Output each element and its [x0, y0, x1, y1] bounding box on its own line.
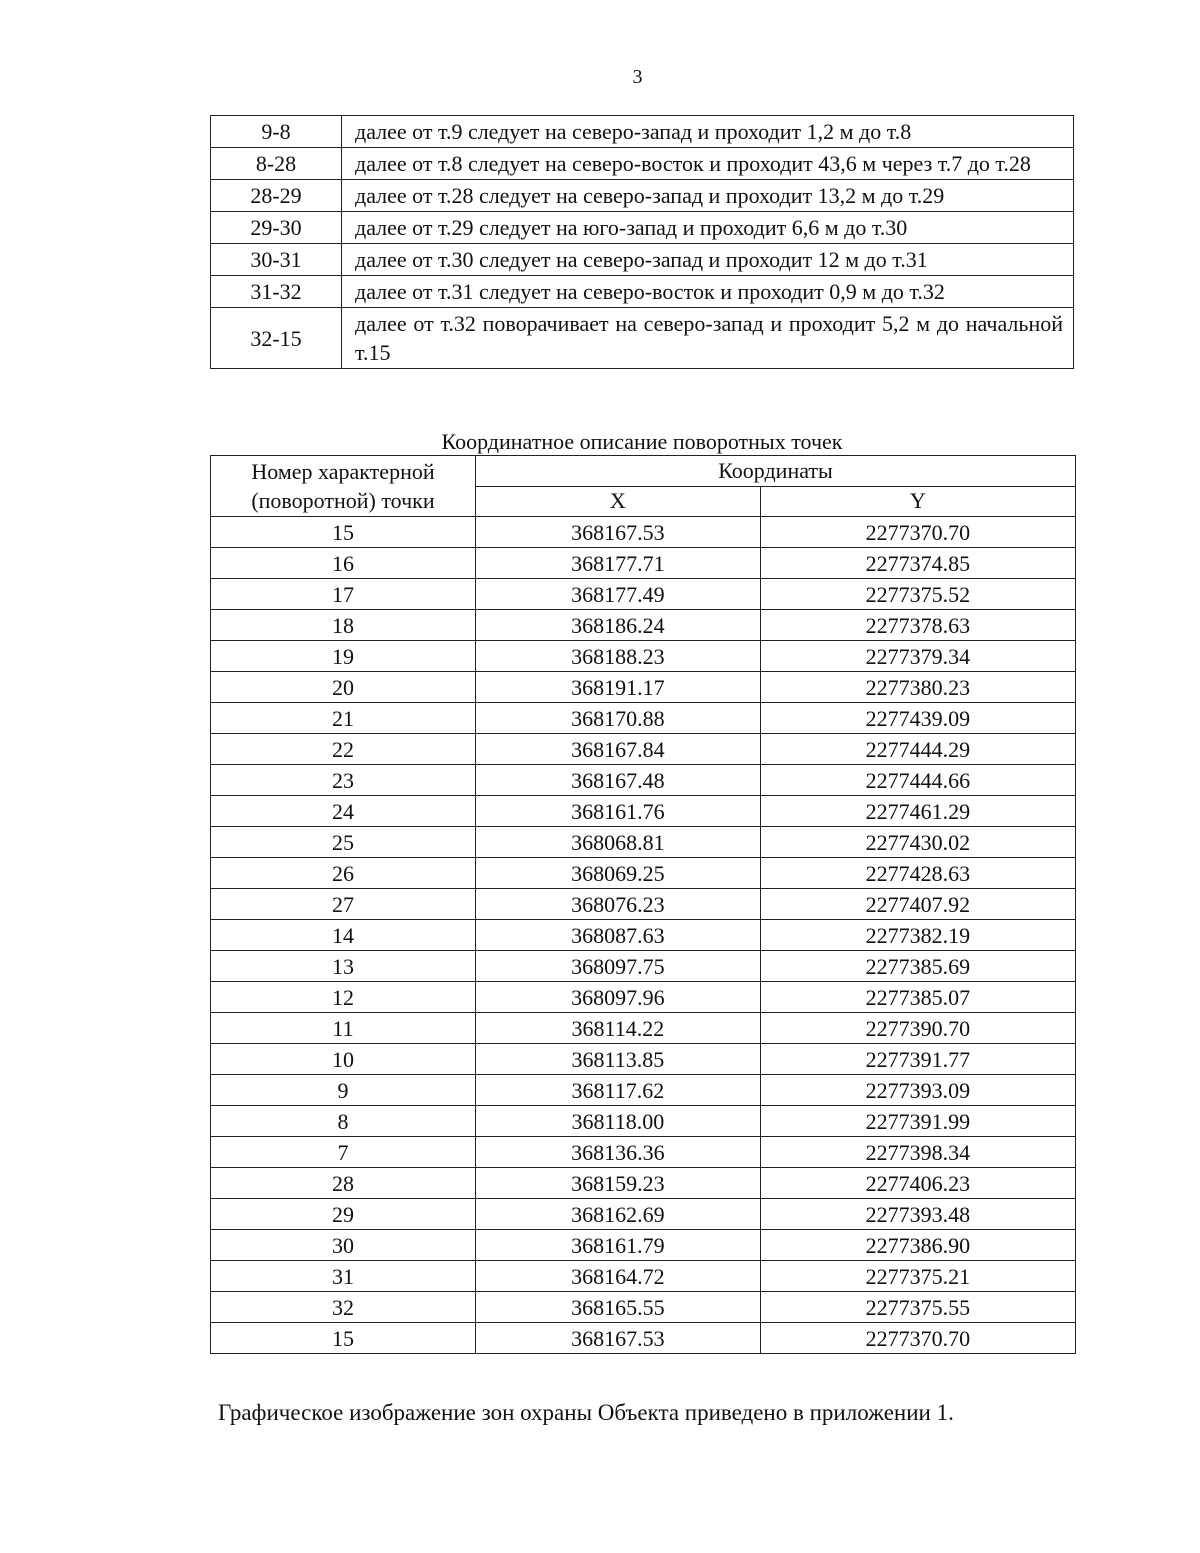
x-coordinate-cell: 368165.55 — [476, 1292, 761, 1323]
y-coordinate-cell: 2277406.23 — [760, 1168, 1075, 1199]
table-row — [211, 796, 1076, 827]
y-coordinate-cell: 2277430.02 — [760, 827, 1075, 858]
segment-id: 30-31 — [211, 244, 342, 276]
table-row — [211, 610, 1076, 641]
point-number-cell: 20 — [211, 672, 476, 703]
table-row — [211, 765, 1076, 796]
table-row — [211, 1106, 1076, 1137]
x-coordinate-cell: 368167.53 — [476, 517, 761, 548]
x-coordinate-cell: 368068.81 — [476, 827, 761, 858]
x-coordinate-cell: 368167.84 — [476, 734, 761, 765]
x-coordinate-cell: 368170.88 — [476, 703, 761, 734]
x-coordinate-cell: 368087.63 — [476, 920, 761, 951]
segment-id: 31-32 — [211, 276, 342, 308]
segment-description: далее от т.31 следует на северо-восток и проходит 0,9 м до т.32 — [342, 276, 1074, 308]
segment-id: 9-8 — [211, 116, 342, 148]
point-number-cell: 19 — [211, 641, 476, 672]
table-row — [211, 889, 1076, 920]
point-number-header: Номер характерной (поворотной) точки — [211, 456, 476, 517]
table-row — [211, 579, 1076, 610]
segment-description-table — [210, 115, 1074, 369]
table-row — [211, 982, 1076, 1013]
y-header: Y — [760, 486, 1075, 517]
y-coordinate-cell: 2277385.69 — [760, 951, 1075, 982]
x-coordinate-cell: 368167.48 — [476, 765, 761, 796]
y-coordinate-cell: 2277370.70 — [760, 517, 1075, 548]
point-number-cell: 21 — [211, 703, 476, 734]
point-number-cell: 31 — [211, 1261, 476, 1292]
table-row — [211, 1323, 1076, 1354]
y-coordinate-cell: 2277461.29 — [760, 796, 1075, 827]
y-coordinate-cell: 2277378.63 — [760, 610, 1075, 641]
y-coordinate-cell: 2277375.55 — [760, 1292, 1075, 1323]
y-coordinate-cell: 2277380.23 — [760, 672, 1075, 703]
segment-row — [211, 244, 1074, 276]
segment-row — [211, 180, 1074, 212]
table-row — [211, 920, 1076, 951]
table-row — [211, 1137, 1076, 1168]
segment-row — [211, 116, 1074, 148]
segment-row — [211, 276, 1074, 308]
point-number-cell: 22 — [211, 734, 476, 765]
x-coordinate-cell: 368113.85 — [476, 1044, 761, 1075]
table-row — [211, 703, 1076, 734]
y-coordinate-cell: 2277407.92 — [760, 889, 1075, 920]
point-number-cell: 30 — [211, 1230, 476, 1261]
x-coordinate-cell: 368159.23 — [476, 1168, 761, 1199]
point-number-cell: 8 — [211, 1106, 476, 1137]
point-number-cell: 28 — [211, 1168, 476, 1199]
coordinates-table-title: Координатное описание поворотных точек — [441, 429, 843, 454]
point-number-cell: 24 — [211, 796, 476, 827]
point-number-cell: 29 — [211, 1199, 476, 1230]
point-number-cell: 27 — [211, 889, 476, 920]
x-coordinate-cell: 368186.24 — [476, 610, 761, 641]
segment-description: далее от т.28 следует на северо-запад и проходит 13,2 м до т.29 — [342, 180, 1074, 212]
segment-row — [211, 308, 1074, 369]
y-coordinate-cell: 2277391.77 — [760, 1044, 1075, 1075]
table-row — [211, 548, 1076, 579]
y-coordinate-cell: 2277398.34 — [760, 1137, 1075, 1168]
y-coordinate-cell: 2277428.63 — [760, 858, 1075, 889]
x-coordinate-cell: 368136.36 — [476, 1137, 761, 1168]
page-number: 3 — [632, 66, 643, 88]
y-coordinate-cell: 2277385.07 — [760, 982, 1075, 1013]
table-row — [211, 1230, 1076, 1261]
table-row — [211, 827, 1076, 858]
point-number-cell: 16 — [211, 548, 476, 579]
x-coordinate-cell: 368167.53 — [476, 1323, 761, 1354]
y-coordinate-cell: 2277444.66 — [760, 765, 1075, 796]
table-row — [211, 734, 1076, 765]
y-coordinate-cell: 2277439.09 — [760, 703, 1075, 734]
y-coordinate-cell: 2277393.09 — [760, 1075, 1075, 1106]
x-coordinate-cell: 368118.00 — [476, 1106, 761, 1137]
point-number-cell: 15 — [211, 517, 476, 548]
point-number-cell: 25 — [211, 827, 476, 858]
point-number-cell: 14 — [211, 920, 476, 951]
y-coordinate-cell: 2277370.70 — [760, 1323, 1075, 1354]
point-number-cell: 17 — [211, 579, 476, 610]
table-row — [211, 517, 1076, 548]
table-row — [211, 1199, 1076, 1230]
point-number-cell: 26 — [211, 858, 476, 889]
point-number-cell: 13 — [211, 951, 476, 982]
x-coordinate-cell: 368097.75 — [476, 951, 761, 982]
x-coordinate-cell: 368069.25 — [476, 858, 761, 889]
point-number-cell: 23 — [211, 765, 476, 796]
table-row — [211, 1044, 1076, 1075]
x-header: X — [476, 486, 761, 517]
x-coordinate-cell: 368117.62 — [476, 1075, 761, 1106]
coordinates-header: Координаты — [476, 456, 1076, 487]
segment-id: 28-29 — [211, 180, 342, 212]
coordinates-table — [210, 455, 1076, 1354]
x-coordinate-cell: 368164.72 — [476, 1261, 761, 1292]
table-row — [211, 1013, 1076, 1044]
y-coordinate-cell: 2277386.90 — [760, 1230, 1075, 1261]
x-coordinate-cell: 368076.23 — [476, 889, 761, 920]
point-number-cell: 18 — [211, 610, 476, 641]
x-coordinate-cell: 368177.71 — [476, 548, 761, 579]
x-coordinate-cell: 368191.17 — [476, 672, 761, 703]
table-row — [211, 672, 1076, 703]
x-coordinate-cell: 368162.69 — [476, 1199, 761, 1230]
table-row — [211, 1168, 1076, 1199]
point-number-cell: 12 — [211, 982, 476, 1013]
segment-row — [211, 212, 1074, 244]
table-row — [211, 1075, 1076, 1106]
point-number-cell: 11 — [211, 1013, 476, 1044]
x-coordinate-cell: 368097.96 — [476, 982, 761, 1013]
table-row — [211, 858, 1076, 889]
y-coordinate-cell: 2277393.48 — [760, 1199, 1075, 1230]
x-coordinate-cell: 368188.23 — [476, 641, 761, 672]
table-row — [211, 1292, 1076, 1323]
point-number-cell: 32 — [211, 1292, 476, 1323]
x-coordinate-cell: 368161.76 — [476, 796, 761, 827]
y-coordinate-cell: 2277382.19 — [760, 920, 1075, 951]
segment-description: далее от т.32 поворачивает на северо-запад и проходит 5,2 м до начальной т.15 — [342, 308, 1074, 369]
y-coordinate-cell: 2277375.52 — [760, 579, 1075, 610]
x-coordinate-cell: 368161.79 — [476, 1230, 761, 1261]
segment-id: 29-30 — [211, 212, 342, 244]
y-coordinate-cell: 2277379.34 — [760, 641, 1075, 672]
segment-description: далее от т.29 следует на юго-запад и проходит 6,6 м до т.30 — [342, 212, 1074, 244]
segment-description: далее от т.8 следует на северо-восток и проходит 43,6 м через т.7 до т.28 — [342, 148, 1074, 180]
table-row — [211, 951, 1076, 982]
segment-id: 32-15 — [211, 308, 342, 369]
segment-id: 8-28 — [211, 148, 342, 180]
table-row — [211, 1261, 1076, 1292]
point-number-cell: 7 — [211, 1137, 476, 1168]
point-number-cell: 15 — [211, 1323, 476, 1354]
point-number-cell: 9 — [211, 1075, 476, 1106]
x-coordinate-cell: 368177.49 — [476, 579, 761, 610]
y-coordinate-cell: 2277390.70 — [760, 1013, 1075, 1044]
y-coordinate-cell: 2277374.85 — [760, 548, 1075, 579]
table-row — [211, 641, 1076, 672]
y-coordinate-cell: 2277391.99 — [760, 1106, 1075, 1137]
y-coordinate-cell: 2277375.21 — [760, 1261, 1075, 1292]
footer-text: Графическое изображение зон охраны Объекта приведено в приложении 1. — [218, 1400, 954, 1425]
y-coordinate-cell: 2277444.29 — [760, 734, 1075, 765]
point-number-cell: 10 — [211, 1044, 476, 1075]
segment-description: далее от т.30 следует на северо-запад и проходит 12 м до т.31 — [342, 244, 1074, 276]
segment-row — [211, 148, 1074, 180]
segment-description: далее от т.9 следует на северо-запад и проходит 1,2 м до т.8 — [342, 116, 1074, 148]
x-coordinate-cell: 368114.22 — [476, 1013, 761, 1044]
